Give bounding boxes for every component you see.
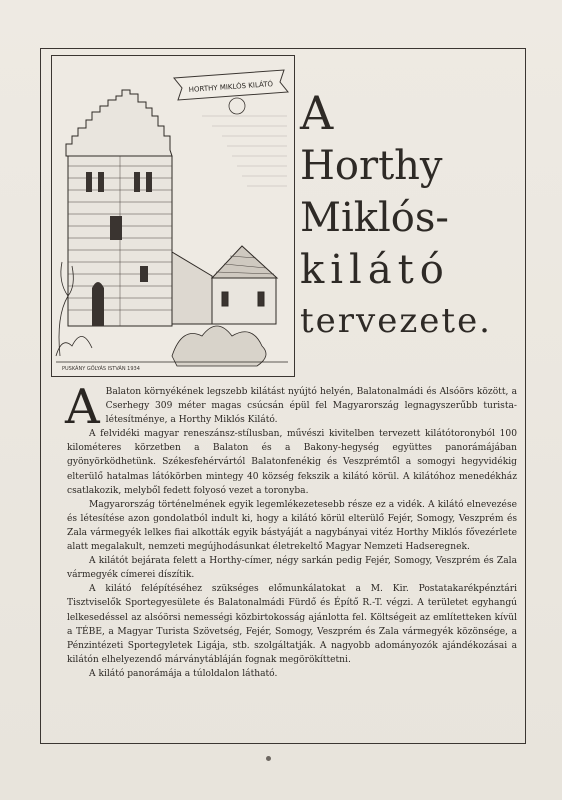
title-line-4: kilátó: [300, 247, 450, 293]
paragraph-5: A kilátó felépítéséhez szükséges előmunkálatokat a M. Kir. Postatakarékpénztári Tisztviselők Sportegyesülete és Balatonalmádi Fürdő és Építő R.-T. végzi. A területet egyhangú lelkesedéssel az alsóörsi nemességi közbirtokosság ajánlotta fel. Költségeit az említetteken kívül a TÉBE, a Magyar Turista Szövetség, Fejér, Somogy, Veszprém és Zala vármegyék közönsége, a Pénzintézeti Sportegyletek Ligája, stb. szolgáltatják. A nagyobb adományozók ajándékozásai a kilátón elhelyezendő márványtábláján fognak megörökíttetni.: [67, 584, 517, 665]
crest-icon: [229, 98, 245, 114]
paragraph-1-text: Balaton környékének legszebb kilátást nyújtó helyén, Balatonalmádi és Alsóörs között, a Cserhegy 309 méter magas csúcsán épül fel Magyarország legnagyszerűbb turista-létesítménye, a Horthy Miklós Kilátó.: [105, 387, 517, 426]
page-title: [300, 86, 526, 341]
paragraph-6: A kilátó panorámája a túloldalon látható.: [89, 668, 278, 679]
banner: [174, 70, 288, 114]
paragraph-3: Magyarország történelmének egyik legemlékezetesebb része ez a vidék. A kilátó elnevezése és létesítése azon gondolatból indult ki, hogy a kilátó körül elterülő Fejér, Somogy, Veszprém és Zala vármegyék lelkes fiai alkották egyik bástyáját a nagybányai vitéz Horthy Miklós fővezérlete alatt megalakult, nemzeti megújhodásunkat életrekeltő Magyar Nemzeti Hadseregnek.: [67, 499, 517, 553]
artist-signature: PUSKÁNY GÖLYÁS ISTVÁN 1934: [62, 366, 140, 372]
title-line-5: tervezete.: [300, 301, 492, 341]
paragraph-2: A felvidéki magyar reneszánsz-stílusban, művészi kivitelben tervezett kilátótoronyból 100 kilométeres körzetben a Balaton és a Bakony-hegység együttes panorámájában gyönyörködhetünk. Székesfehérvártól Balatonfenékig és Veszprémtől a somogyi hegyvidékig elterülő hatalmas látókörben mintegy 40 község fekszik a kilátó körül. A kilátóhoz menedékház csatlakozik, melyből fedett folyosó vezet a toronyba.: [67, 429, 517, 496]
tower-drawing: [52, 56, 293, 375]
drop-cap: A: [65, 379, 100, 435]
title-line-1: A: [300, 86, 334, 140]
article-body: [65, 379, 517, 681]
paragraph-4: A kilátót bejárata felett a Horthy-címer, négy sarkán pedig Fejér, Somogy, Veszprém és Zala vármegyék címerei díszítik.: [67, 556, 517, 581]
title-line-3: Miklós-: [300, 195, 449, 241]
tower-illustration: [51, 55, 295, 377]
banner-text: HORTHY MIKLÓS KILÁTÓ: [188, 80, 274, 94]
paragraph-1: [65, 379, 517, 435]
title-line-2: Horthy: [300, 143, 443, 189]
page-ornament-dot: [266, 756, 271, 761]
